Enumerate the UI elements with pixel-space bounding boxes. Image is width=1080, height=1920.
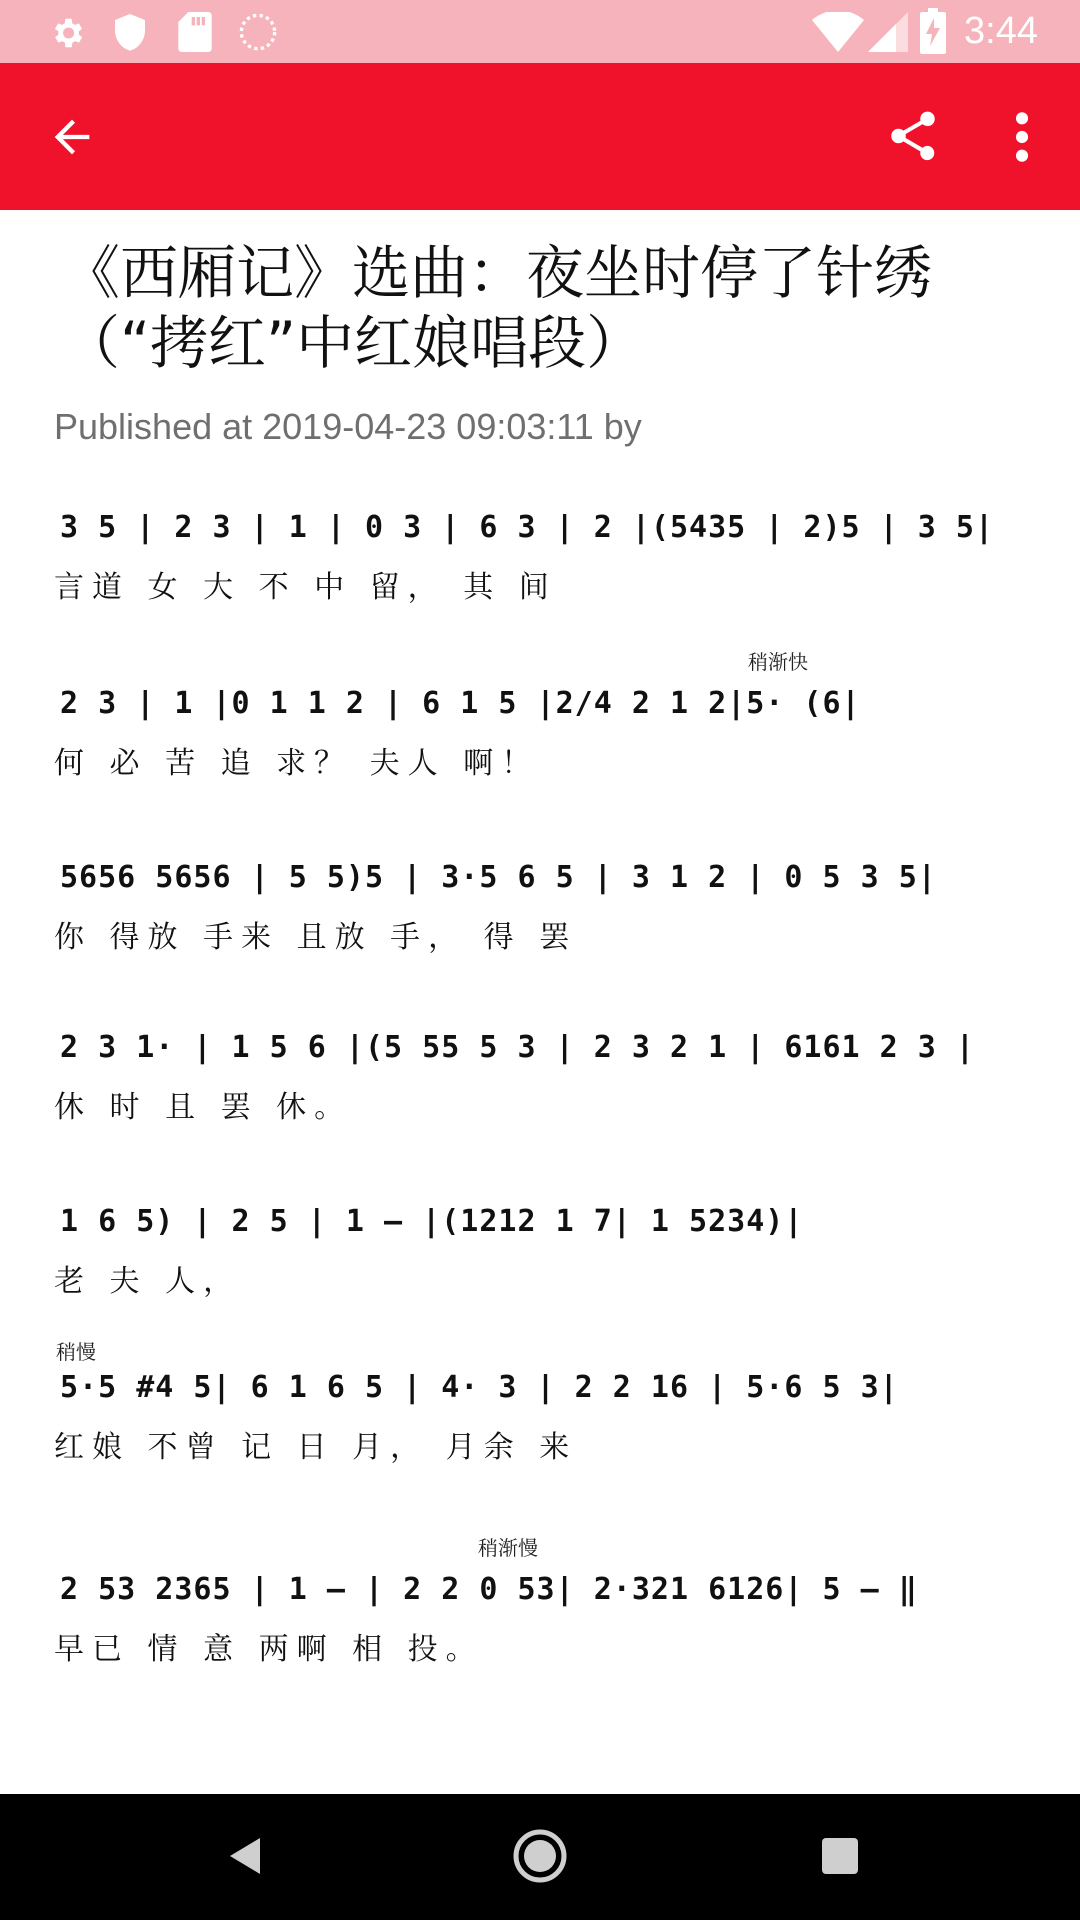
music-score-image: [50, 470, 1030, 1794]
score-lyrics: 休 时 且 罢 休。: [54, 1090, 353, 1125]
score-notes: 1 6 5) | 2 5 | 1 — |(1212 1 7| 1 5234)|: [60, 1204, 804, 1239]
navigation-bar: [0, 1794, 1080, 1920]
score-notes: 2 3 | 1 |0 1 1 2 | 6 1 5 |2/4 2 1 2|5· (6|: [60, 686, 861, 721]
battery-charging-icon: [920, 8, 946, 54]
score-lyrics: 何 必 苦 追 求？ 夫人 啊！: [54, 746, 540, 781]
home-circle-icon[interactable]: [512, 1828, 568, 1884]
score-row: [50, 1532, 1030, 1672]
score-row: [50, 1164, 1030, 1304]
score-lyrics: 红娘 不曾 记 日 月， 月余 来: [54, 1430, 578, 1465]
score-lyrics: 你 得放 手来 且放 手， 得 罢: [54, 920, 578, 955]
status-bar: [0, 0, 1080, 63]
score-notes: 5656 5656 | 5 5)5 | 3·5 6 5 | 3 1 2 | 0 5 3 5|: [60, 860, 937, 895]
arrow-back-icon[interactable]: [46, 111, 98, 163]
back-triangle-icon[interactable]: [222, 1832, 270, 1880]
score-notes: 5·5 #4 5| 6 1 6 5 | 4· 3 | 2 2 16 | 5·6 5 3|: [60, 1370, 899, 1405]
article-title-line1: 《西厢记》选曲：夜坐时停了针绣: [62, 239, 933, 307]
tempo-marking: 稍慢: [56, 1340, 96, 1364]
score-row: [50, 1330, 1030, 1470]
score-lyrics: 言道 女 大 不 中 留， 其 间: [54, 570, 557, 605]
score-lyrics: 早已 情 意 两啊 相 投。: [54, 1632, 484, 1667]
wifi-icon: [812, 12, 864, 52]
score-row: [50, 470, 1030, 610]
score-lyrics: 老 夫 人，: [54, 1264, 242, 1299]
more-vertical-icon[interactable]: [1004, 109, 1040, 165]
score-notes: 2 53 2365 | 1 — | 2 2 0 53| 2·321 6126| 5 — ‖: [60, 1572, 918, 1607]
score-row: [50, 990, 1030, 1130]
published-meta: Published at 2019-04-23 09:03:11 by: [54, 406, 642, 447]
tempo-marking: 稍渐慢: [478, 1536, 538, 1560]
score-notes: 2 3 1· | 1 5 6 |(5 55 5 3 | 2 3 2 1 | 6161 2 3 |: [60, 1030, 975, 1065]
article-content: [0, 210, 1080, 1794]
sync-circle-icon: [238, 12, 278, 52]
signal-icon: [868, 12, 908, 52]
app-bar: [0, 63, 1080, 210]
score-row: [50, 820, 1030, 960]
score-notes: 3 5 | 2 3 | 1 | 0 3 | 6 3 | 2 |(5435 | 2)5 | 3 5|: [60, 510, 995, 545]
tempo-marking: 稍渐快: [748, 650, 808, 674]
article-title-line2: （“拷红”中红娘唱段）: [62, 309, 645, 377]
gear-icon: [48, 14, 86, 52]
article-title: [62, 238, 1022, 378]
sd-card-icon: [178, 12, 212, 52]
share-icon[interactable]: [884, 107, 942, 165]
score-row: [50, 646, 1030, 786]
status-time: 3:44: [964, 10, 1038, 52]
shield-icon: [112, 12, 148, 52]
recents-square-icon[interactable]: [818, 1834, 862, 1878]
